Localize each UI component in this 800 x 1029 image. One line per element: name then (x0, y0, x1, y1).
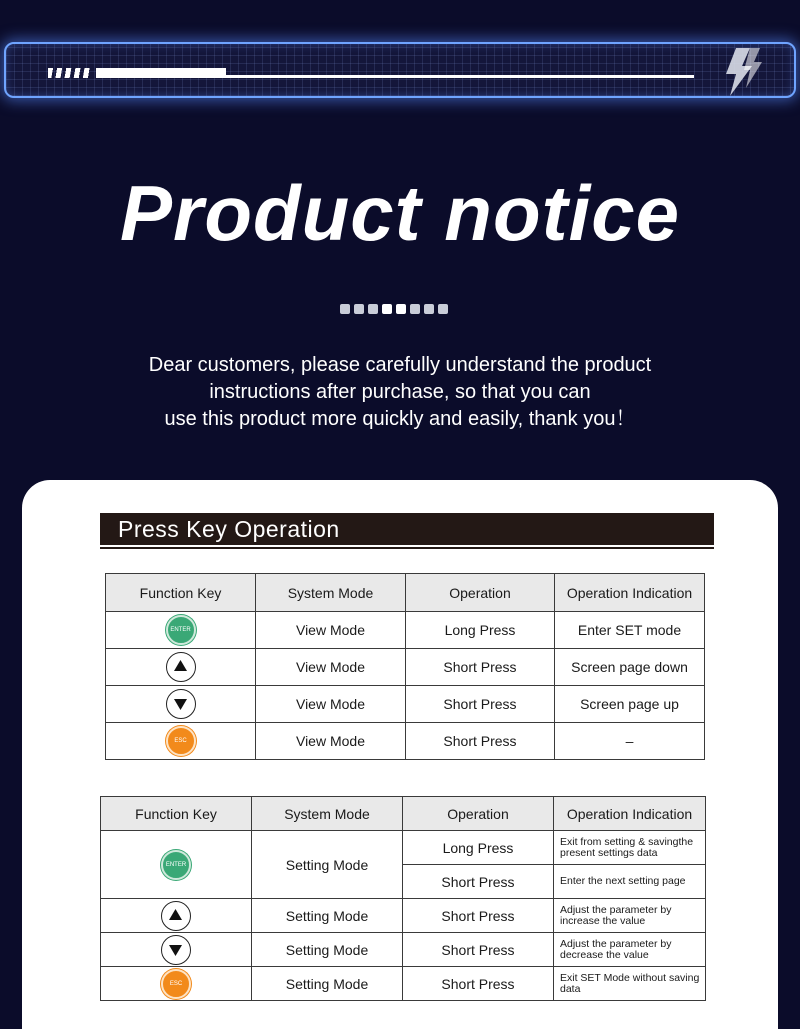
header-banner (4, 42, 796, 98)
banner-slashes (48, 68, 90, 78)
operation-cell: Long Press (406, 612, 555, 649)
section-divider (100, 547, 714, 549)
mode-cell: View Mode (256, 686, 406, 723)
operation-cell: Short Press (403, 865, 554, 899)
operation-cell: Short Press (403, 933, 554, 967)
mode-cell: Setting Mode (252, 967, 403, 1001)
enter-key-label: ENTER (165, 861, 187, 868)
header-cell: Operation Indication (554, 797, 706, 831)
operation-cell: Short Press (406, 649, 555, 686)
mode-cell: View Mode (256, 723, 406, 760)
indication-cell: Enter SET mode (555, 612, 705, 649)
indication-cell: – (555, 723, 705, 760)
operation-cell: Short Press (406, 723, 555, 760)
esc-key-label: ESC (169, 980, 183, 987)
intro-line: instructions after purchase, so that you can (209, 381, 591, 403)
mode-cell: Setting Mode (252, 899, 403, 933)
operation-cell: Short Press (403, 967, 554, 1001)
table-row (101, 899, 706, 933)
operation-cell: Long Press (403, 831, 554, 865)
key-cell (106, 723, 256, 760)
header-cell: System Mode (252, 797, 403, 831)
mode-cell: View Mode (256, 649, 406, 686)
key-cell (101, 967, 252, 1001)
table-row (106, 723, 705, 760)
up-arrow-key-icon (161, 901, 191, 931)
table-header-row (101, 797, 706, 831)
table-row (106, 649, 705, 686)
esc-key-icon (161, 969, 191, 999)
table-row (101, 831, 706, 865)
header-cell: System Mode (256, 574, 406, 612)
intro-line: use this product more quickly and easily, thank you！ (164, 408, 636, 430)
table-row (106, 612, 705, 649)
key-cell (101, 831, 252, 899)
mode-cell: Setting Mode (252, 933, 403, 967)
key-cell (106, 612, 256, 649)
indication-cell: Adjust the parameter by increase the value (554, 899, 706, 933)
intro-text (60, 352, 740, 433)
header-cell: Operation (406, 574, 555, 612)
intro-line: Dear customers, please carefully understand the product (148, 354, 652, 376)
up-arrow-key-icon (166, 652, 196, 682)
indication-cell: Adjust the parameter by decrease the value (554, 933, 706, 967)
table-row (101, 933, 706, 967)
decorative-dots (340, 304, 448, 314)
header-cell: Operation (403, 797, 554, 831)
enter-key-label: ENTER (170, 627, 191, 633)
page-title: Product notice (119, 169, 681, 257)
key-cell (101, 933, 252, 967)
key-cell (106, 686, 256, 723)
indication-cell: Exit SET Mode without saving data (554, 967, 706, 1001)
operation-cell: Short Press (406, 686, 555, 723)
table-header-row (106, 574, 705, 612)
operation-cell: Short Press (403, 899, 554, 933)
header-cell: Function Key (106, 574, 256, 612)
lightning-bolt-icon (716, 44, 766, 98)
section-heading: Press Key Operation (100, 513, 714, 545)
enter-key-icon (161, 850, 191, 880)
mode-cell: View Mode (256, 612, 406, 649)
header-cell: Operation Indication (555, 574, 705, 612)
setting-mode-table (100, 796, 706, 1001)
enter-key-icon (166, 615, 196, 645)
banner-bar (96, 68, 226, 78)
header-cell: Function Key (101, 797, 252, 831)
esc-key-label: ESC (174, 738, 187, 744)
table-row (106, 686, 705, 723)
esc-key-icon (166, 726, 196, 756)
indication-cell: Exit from setting & savingthe present settings data (554, 831, 706, 865)
banner-line (226, 75, 694, 78)
indication-cell: Screen page down (555, 649, 705, 686)
key-cell (101, 899, 252, 933)
indication-cell: Screen page up (555, 686, 705, 723)
table-row (101, 967, 706, 1001)
down-arrow-key-icon (166, 689, 196, 719)
mode-cell: Setting Mode (252, 831, 403, 899)
view-mode-table (105, 573, 705, 760)
key-cell (106, 649, 256, 686)
indication-cell: Enter the next setting page (554, 865, 706, 899)
down-arrow-key-icon (161, 935, 191, 965)
